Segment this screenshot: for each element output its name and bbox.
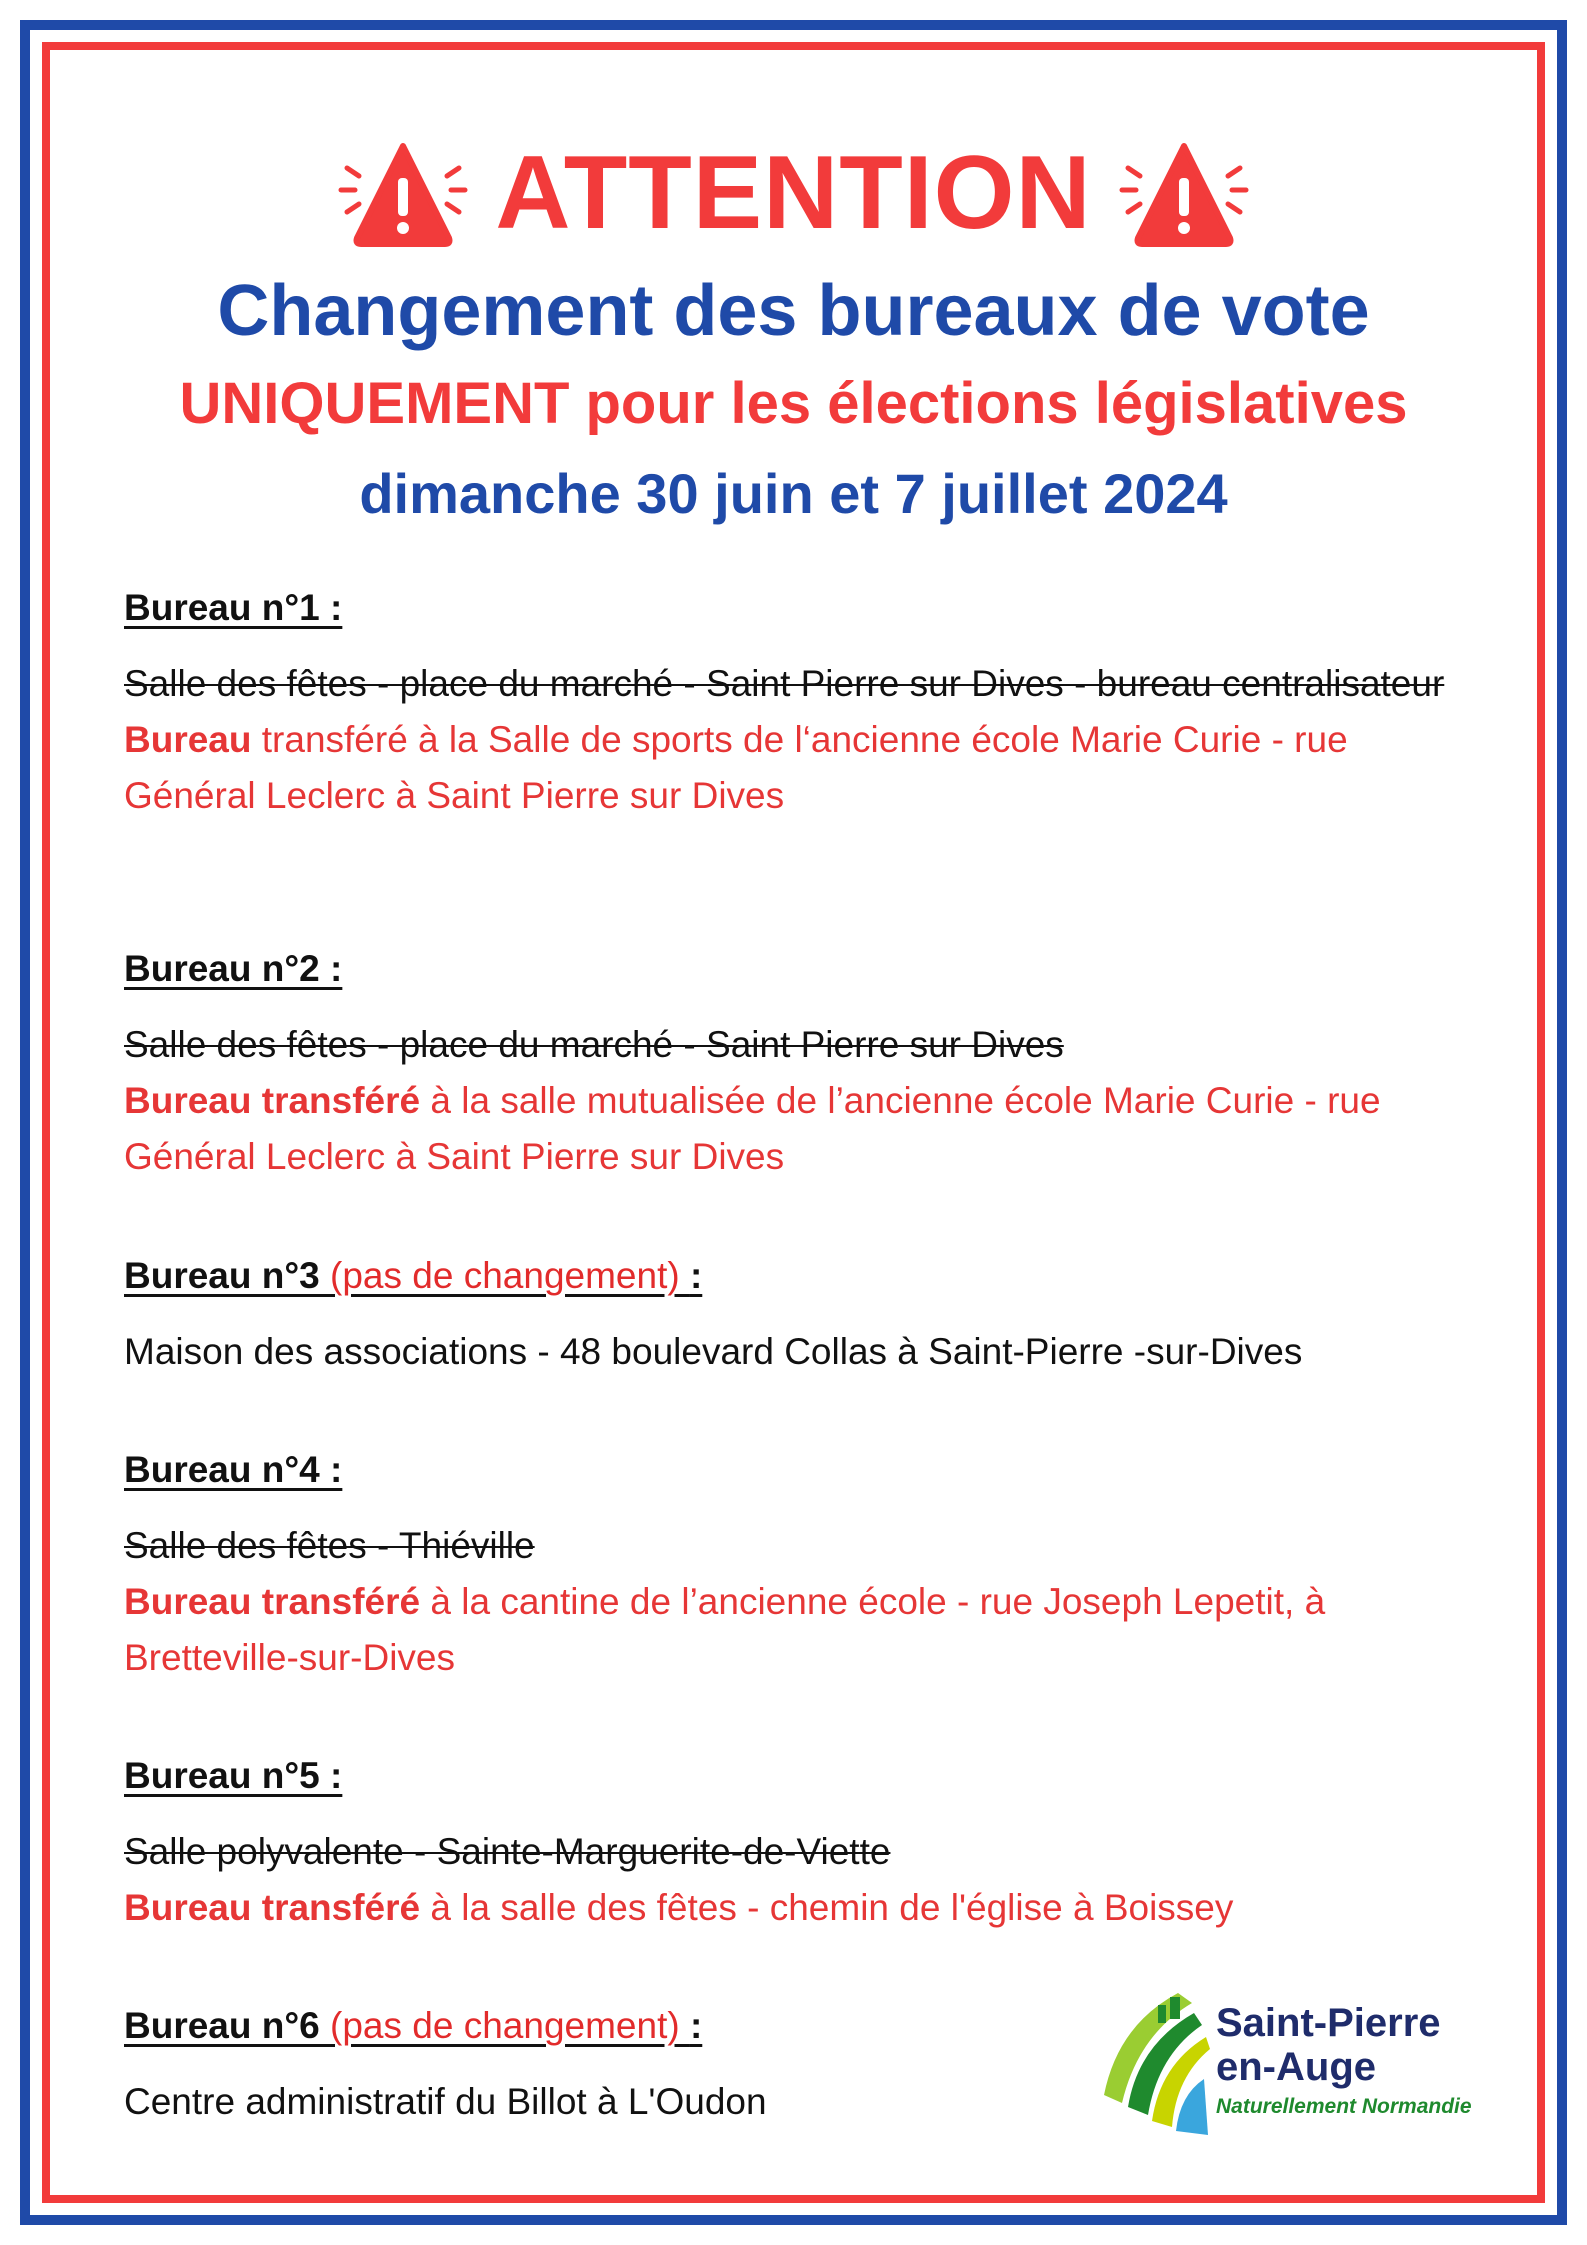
attention-header (0, 128, 1587, 258)
old-location: Salle polyvalente - Sainte-Marguerite-de-Viette (124, 1831, 891, 1872)
town-logo-emblem (1098, 1985, 1218, 2140)
bureau-heading: Bureau n°4 : (124, 1449, 343, 1490)
new-location-lead: Bureau transféré (124, 1887, 421, 1928)
bureau-heading-label: Bureau n°6 (124, 2005, 331, 2046)
bureau-heading: Bureau n°1 : (124, 587, 343, 628)
new-location-lead: Bureau (124, 719, 252, 760)
logo-tagline: Naturellement Normandie (1216, 2095, 1472, 2118)
new-location (124, 1880, 1464, 1936)
no-change-note: (pas de changement) (330, 2005, 690, 2046)
logo-town-name (1216, 2001, 1441, 2089)
new-location (124, 712, 1464, 824)
new-location-detail: à la salle mutualisée de l’ancienne école Marie Curie - rue Général Leclerc à Saint Pierre sur Dives (124, 1080, 1381, 1177)
old-location: Salle des fêtes - place du marché - Saint Pierre sur Dives - bureau centralisateur (124, 663, 1445, 704)
heading-colon: : (689, 1255, 703, 1296)
subtitle-change: Changement des bureaux de vote (217, 271, 1370, 351)
bureau-4-section (124, 1442, 1464, 1686)
new-location-lead: Bureau transféré (124, 1581, 421, 1622)
warning-triangle-icon (333, 138, 473, 248)
logo-line-2: en-Auge (1216, 2045, 1376, 2089)
old-location: Salle des fêtes - place du marché - Saint Pierre sur Dives (124, 1024, 1064, 1065)
bureau-2-section (124, 941, 1464, 1185)
election-dates: dimanche 30 juin et 7 juillet 2024 (359, 462, 1228, 525)
bureau-address: Centre administratif du Billot à L'Oudon (124, 2081, 767, 2122)
new-location (124, 1574, 1464, 1686)
bureau-1-section (124, 580, 1464, 824)
bureau-5-section (124, 1748, 1464, 1936)
bureau-heading: Bureau n°5 : (124, 1755, 343, 1796)
heading-colon: : (689, 2005, 703, 2046)
bureau-address: Maison des associations - 48 boulevard Collas à Saint-Pierre -sur-Dives (124, 1331, 1303, 1372)
new-location-detail: à la salle des fêtes - chemin de l'église à Boissey (420, 1887, 1234, 1928)
no-change-note: (pas de changement) (330, 1255, 690, 1296)
new-location-detail: à la cantine de l’ancienne école - rue Joseph Lepetit, à Bretteville-sur-Dives (124, 1581, 1326, 1678)
bureau-heading (124, 1998, 1084, 2054)
warning-triangle-icon (1114, 138, 1254, 248)
logo-line-1: Saint-Pierre (1216, 2001, 1441, 2045)
subtitle-legislatives: UNIQUEMENT pour les élections législatives (179, 371, 1408, 436)
bureau-heading-label: Bureau n°3 (124, 1255, 331, 1296)
new-location (124, 1073, 1464, 1185)
attention-title: ATTENTION (495, 135, 1092, 251)
town-logo (1098, 1985, 1478, 2140)
old-location: Salle des fêtes - Thiéville (124, 1525, 535, 1566)
bureau-6-section (124, 1998, 1084, 2130)
bureau-heading: Bureau n°2 : (124, 948, 343, 989)
new-location-detail: transféré à la Salle de sports de l‘ancienne école Marie Curie - rue Général Leclerc à Saint Pierre sur Dives (124, 719, 1348, 816)
bureau-heading (124, 1248, 1464, 1304)
bureau-3-section (124, 1248, 1464, 1380)
new-location-lead: Bureau transféré (124, 1080, 421, 1121)
